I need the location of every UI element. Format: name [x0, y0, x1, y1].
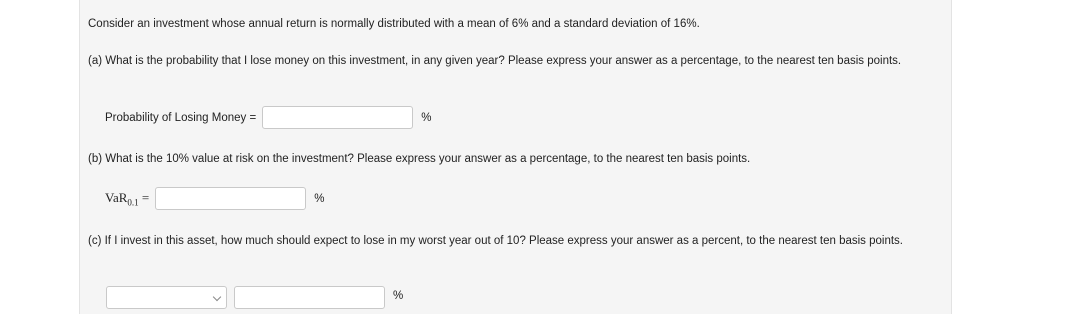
var-label-subscript: 0.1: [127, 197, 139, 208]
part-b-question: (b) What is the 10% value at risk on the investment? Please express your answer as a percentage, to the nearest ten basis points.: [88, 153, 751, 165]
part-a-question: (a) What is the probability that I lose money on this investment, in any given year? Please express your answer as a percentage, to the nearest ten basis points.: [88, 55, 902, 67]
sign-select[interactable]: [106, 286, 227, 309]
part-c-unit: %: [393, 290, 404, 302]
chevron-down-icon: [213, 293, 221, 301]
var-input[interactable]: [155, 187, 306, 210]
part-a-answer-row: [105, 106, 431, 129]
part-a-label: Probability of Losing Money =: [105, 111, 257, 124]
var-label-equals: =: [138, 189, 150, 205]
probability-input[interactable]: [262, 106, 413, 129]
part-a-unit: %: [421, 111, 432, 124]
part-c-question: (c) If I invest in this asset, how much should expect to lose in my worst year out of 10? Please express your answer as a percent, to the nearest ten basis points.: [88, 235, 903, 247]
loss-input[interactable]: [234, 286, 385, 309]
part-b-unit: %: [314, 192, 325, 205]
var-label: [105, 190, 149, 208]
part-b-answer-row: [105, 187, 324, 210]
intro-text: Consider an investment whose annual return is normally distributed with a mean of 6% and a standard deviation of 16%.: [88, 18, 700, 30]
var-label-main: VaR: [105, 189, 128, 205]
